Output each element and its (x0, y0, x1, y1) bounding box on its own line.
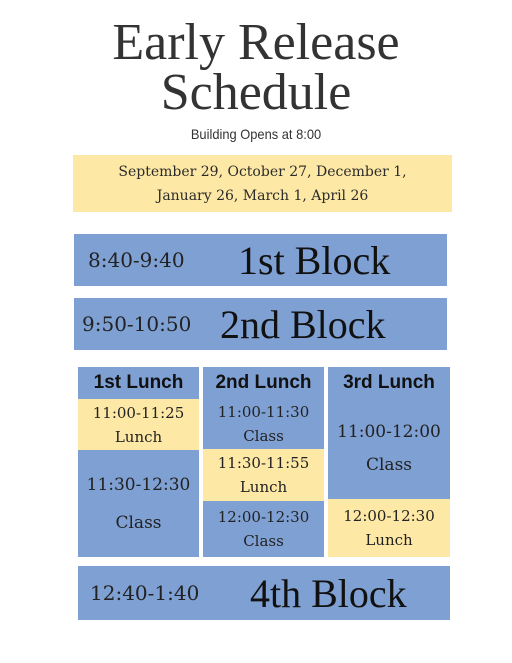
slot-time: 11:30-11:55 (217, 454, 310, 472)
lunch-1-slot-2 (78, 450, 199, 557)
slot-time: 12:00-12:30 (217, 508, 310, 526)
block-name: 1st Block (238, 237, 391, 283)
slot-label: Class (243, 427, 284, 445)
slot-label: Class (365, 455, 413, 475)
slot-label: Lunch (365, 531, 413, 549)
lunch-1-slot-1 (78, 399, 199, 450)
block-4th (78, 566, 450, 620)
slot-time: 12:00-12:30 (343, 507, 435, 525)
dates-banner (73, 155, 452, 212)
lunch-2-header: 2nd Lunch (203, 367, 324, 399)
lunch-2-slot-1 (203, 399, 324, 449)
block-time: 12:40-1:40 (90, 581, 200, 605)
lunch-2-slot-2 (203, 449, 324, 501)
block-1st (74, 234, 447, 286)
slot-time: 11:00-12:00 (337, 422, 441, 442)
slot-label: Class (243, 532, 284, 550)
title-line-1: Early Release (112, 14, 400, 71)
dates-line-1: September 29, October 27, December 1, (118, 164, 407, 180)
block-2nd (74, 298, 447, 350)
dates-line-2: January 26, March 1, April 26 (156, 188, 369, 204)
slot-label: Lunch (114, 427, 163, 446)
slot-time: 11:00-11:30 (217, 403, 310, 421)
slot-time: 11:30-12:30 (86, 474, 191, 495)
slot-label: Class (115, 512, 162, 533)
lunch-1-header: 1st Lunch (78, 367, 199, 399)
block-name: 2nd Block (220, 301, 386, 347)
title-line-2: Schedule (160, 64, 352, 121)
lunch-2-slot-3 (203, 501, 324, 557)
block-name: 4th Block (250, 570, 407, 616)
lunch-3-header: 3rd Lunch (328, 367, 450, 399)
slot-label: Lunch (239, 478, 288, 496)
lunch-3-slot-1 (328, 399, 450, 499)
slot-time: 11:00-11:25 (92, 403, 185, 422)
lunch-3-slot-2 (328, 499, 450, 557)
block-time: 9:50-10:50 (82, 312, 192, 336)
block-time: 8:40-9:40 (88, 248, 185, 272)
building-opens-text: Building Opens at 8:00 (190, 126, 322, 142)
